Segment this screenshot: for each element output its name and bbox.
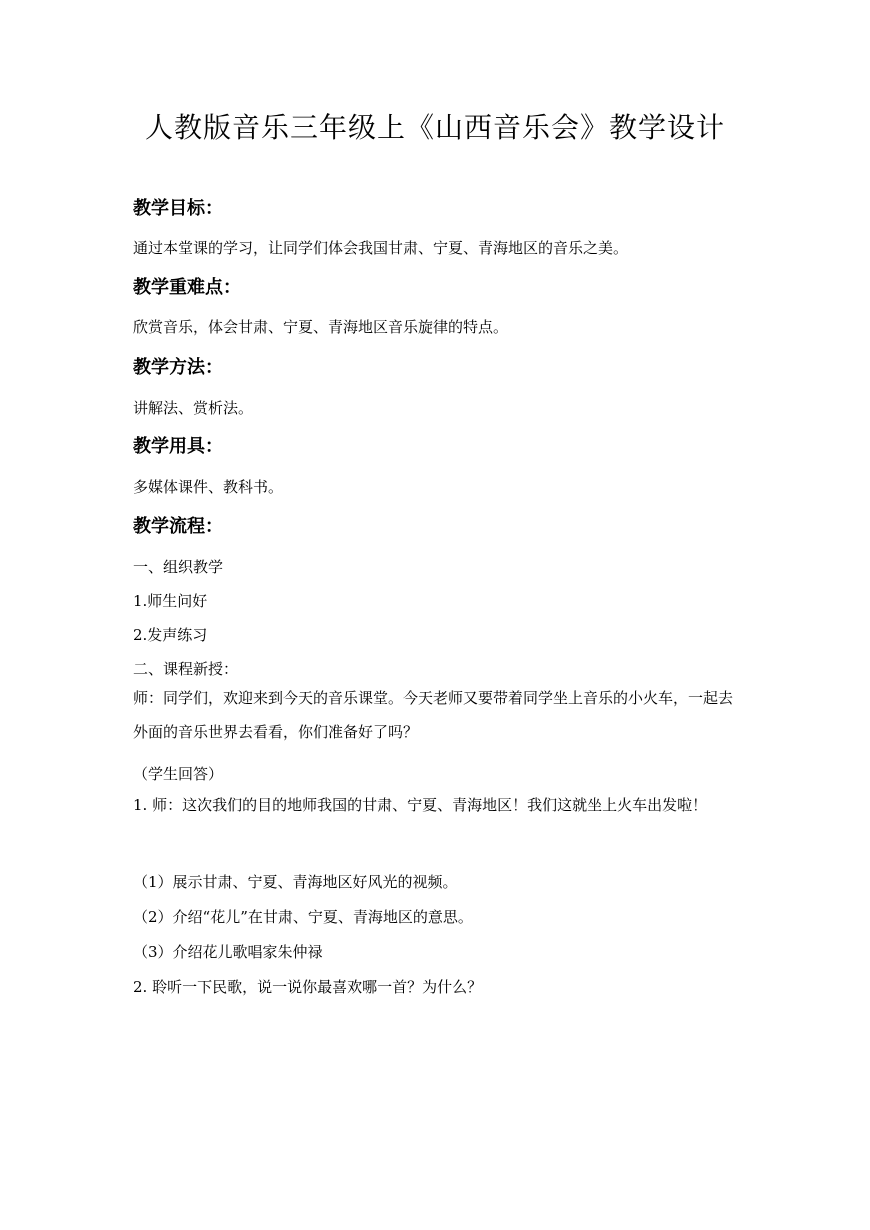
- process-paragraph: 1. 师：这次我们的目的地师我国的甘肃、宁夏、青海地区！我们这就坐上火车出发啦！: [133, 796, 708, 814]
- methods-heading: 教学方法：: [133, 357, 223, 378]
- process-line: 2.发声练习: [133, 626, 208, 644]
- process-heading: 教学流程：: [133, 516, 223, 537]
- objective-heading: 教学目标：: [133, 198, 223, 219]
- process-paragraph: 师：同学们，欢迎来到今天的音乐课堂。今天老师又要带着同学坐上音乐的小火车，一起去外面的音乐世界去看看，你们准备好了吗？: [133, 689, 734, 741]
- process-line: （学生回答）: [133, 765, 224, 783]
- process-line: （1）展示甘肃、宁夏、青海地区好风光的视频。: [133, 873, 458, 891]
- process-line: 1.师生问好: [133, 592, 208, 610]
- tools-text: 多媒体课件、教科书。: [133, 478, 284, 496]
- process-line: 二、课程新授：: [133, 660, 239, 678]
- tools-heading: 教学用具：: [133, 436, 223, 457]
- objective-text: 通过本堂课的学习，让同学们体会我国甘肃、宁夏、青海地区的音乐之美。: [133, 239, 629, 257]
- key-points-heading: 教学重难点：: [133, 277, 241, 298]
- key-points-text: 欣赏音乐，体会甘肃、宁夏、青海地区音乐旋律的特点。: [133, 318, 509, 336]
- process-line: 一、组织教学: [133, 558, 224, 576]
- process-line: （3）介绍花儿歌唱家朱仲禄: [133, 943, 323, 961]
- document-title: 人教版音乐三年级上《山西音乐会》教学设计: [144, 111, 725, 144]
- process-line: （2）介绍“花儿”在甘肃、宁夏、青海地区的意思。: [133, 908, 473, 926]
- methods-text: 讲解法、赏析法。: [133, 399, 254, 417]
- process-line: 2. 聆听一下民歌，说一说你最喜欢哪一首？为什么？: [133, 978, 483, 996]
